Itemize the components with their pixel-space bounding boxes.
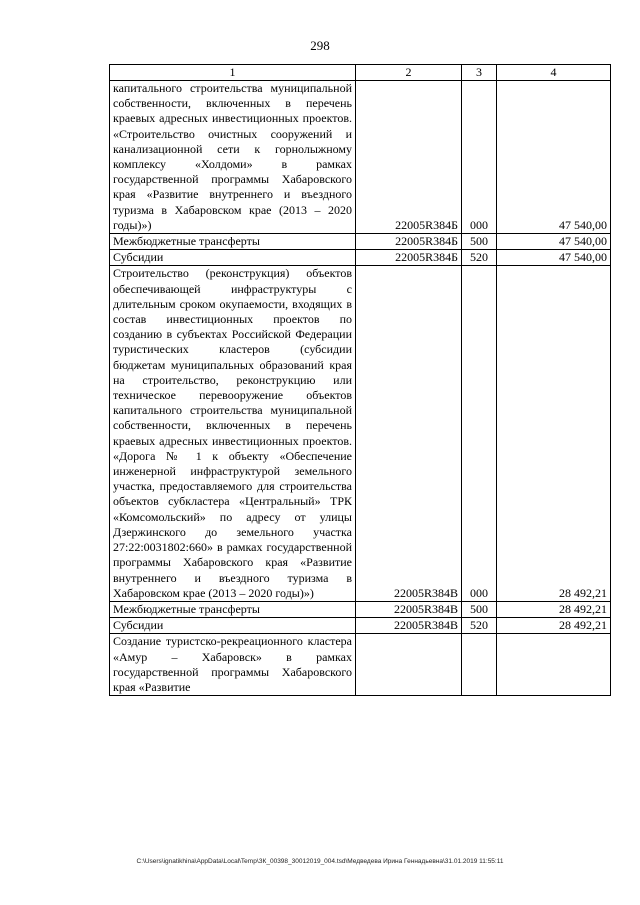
row-amount — [497, 634, 611, 696]
row-vr: 500 — [462, 601, 497, 617]
row-vr: 520 — [462, 250, 497, 266]
table-row — [110, 266, 611, 601]
row-amount: 47 540,00 — [497, 81, 611, 234]
row-code: 22005R384Б — [356, 81, 462, 234]
row-code: 22005R384Б — [356, 250, 462, 266]
row-name: Субсидии — [110, 618, 356, 634]
row-vr: 000 — [462, 81, 497, 234]
row-vr: 520 — [462, 618, 497, 634]
column-header-vr: 3 — [462, 65, 497, 81]
row-amount: 47 540,00 — [497, 234, 611, 250]
table-row — [110, 601, 611, 617]
row-code: 22005R384В — [356, 618, 462, 634]
row-code: 22005R384В — [356, 601, 462, 617]
page-number: 298 — [310, 38, 330, 53]
table-header-row — [110, 65, 611, 81]
budget-table — [109, 64, 611, 696]
row-amount: 28 492,21 — [497, 618, 611, 634]
row-name: капитального строительства муниципальной собственности, включенных в перечень краевых адресных инвестиционных проектов. «Строительство очистных сооружений и канализационной сети к горнолыжному комплексу «Холдоми» в рамках государственной программы Хабаровского края «Развитие внутреннего и въездного туризма в Хабаровском крае (2013 – 2020 годы)») — [110, 81, 356, 234]
table-row — [110, 618, 611, 634]
column-header-amount: 4 — [497, 65, 611, 81]
table-row — [110, 234, 611, 250]
column-header-code: 2 — [356, 65, 462, 81]
row-vr: 000 — [462, 266, 497, 601]
row-amount: 28 492,21 — [497, 266, 611, 601]
table-row — [110, 250, 611, 266]
file-path-footer: C:\Users\ignatikhina\AppData\Local\Temp\ЗК_00398_30012019_004.tsd\Медведева Ирина Геннадьевна\31.01.2019 11:55:11 — [136, 858, 504, 865]
row-vr — [462, 634, 497, 696]
row-code: 22005R384Б — [356, 234, 462, 250]
row-amount: 47 540,00 — [497, 250, 611, 266]
row-vr: 500 — [462, 234, 497, 250]
row-code: 22005R384В — [356, 266, 462, 601]
row-amount: 28 492,21 — [497, 601, 611, 617]
row-code — [356, 634, 462, 696]
row-name: Субсидии — [110, 250, 356, 266]
table-row — [110, 81, 611, 234]
table-row — [110, 634, 611, 696]
row-name: Строительство (реконструкция) объектов обеспечивающей инфраструктуры с длительным сроком окупаемости, входящих в состав инвестиционных проектов по созданию в субъектах Российской Федерации туристических кластеров (субсидии бюджетам муниципальных образований края на строительство, реконструкцию или техническое перевооружение объектов капитального строительства муниципальной собственности, включенных в перечень краевых адресных инвестиционных проектов. «Дорога № 1 к объекту «Обеспечение инженерной инфраструктурой земельного участка, предоставляемого для строительства объектов субкластера «Центральный» ТРК «Комсомольский» по адресу от улицы Дзержинского до земельного участка 27:22:0031802:660» в рамках государственной программы Хабаровского края «Развитие внутреннего и въездного туризма в Хабаровском крае (2013 – 2020 годы)») — [110, 266, 356, 601]
column-header-name: 1 — [110, 65, 356, 81]
row-name: Создание туристско-рекреационного кластера «Амур – Хабаровск» в рамках государственной программы Хабаровского края «Развитие — [110, 634, 356, 696]
row-name: Межбюджетные трансферты — [110, 234, 356, 250]
row-name: Межбюджетные трансферты — [110, 601, 356, 617]
